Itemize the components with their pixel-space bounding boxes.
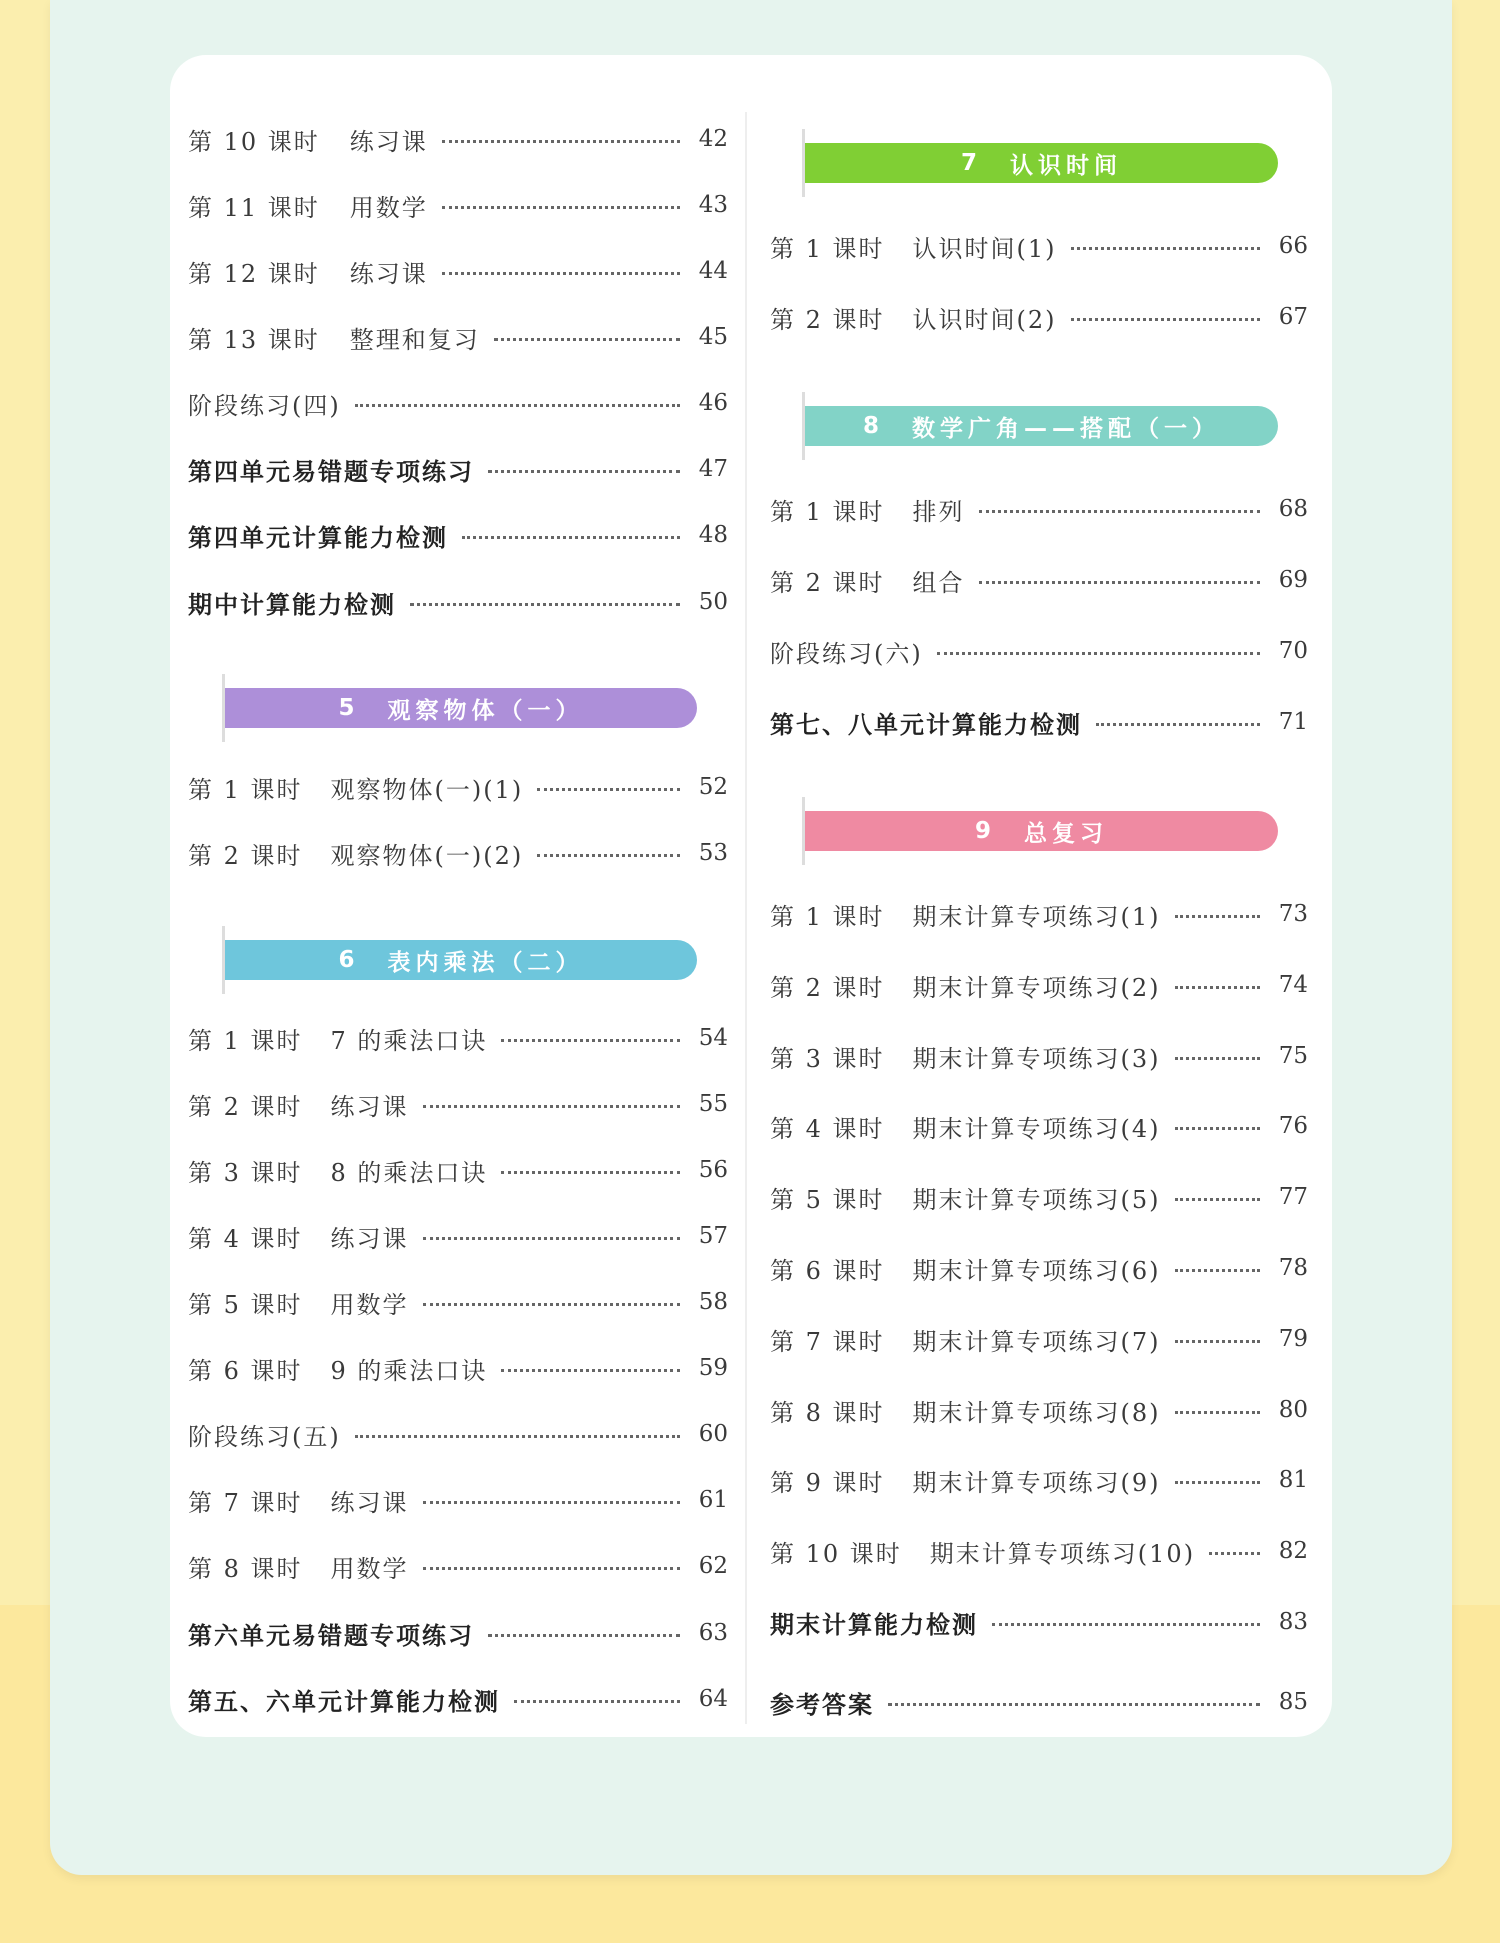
dot-leader [488,470,680,473]
toc-entry[interactable] [770,965,1308,1005]
toc-entry-title: 期末计算专项练习(3) [912,1044,1161,1073]
toc-entry-title: 期末计算专项练习(5) [912,1185,1161,1214]
toc-entry-title: 期末计算专项练习(9) [912,1468,1161,1497]
unit-number: 5 [338,695,360,721]
toc-entry-page: 54 [698,1025,728,1051]
toc-entry-label: 第 8 课时 [188,1554,303,1583]
toc-entry-label: 第 12 课时 [188,259,320,288]
toc-entry-page: 81 [1278,1467,1308,1493]
toc-entry[interactable] [770,560,1308,600]
dot-leader [423,1237,680,1240]
dot-leader [355,1435,680,1438]
toc-entry[interactable] [770,1319,1308,1359]
toc-entry[interactable] [770,1248,1308,1288]
unit-number: 8 [862,413,884,439]
dot-leader [1071,247,1260,250]
dot-leader [1175,1481,1260,1484]
toc-entry[interactable] [770,1682,1308,1722]
toc-entry[interactable] [188,1546,728,1586]
unit-number: 9 [974,818,996,844]
toc-entry-label: 第 6 课时 [770,1256,885,1285]
toc-entry-label: 第 2 课时 [770,305,885,334]
toc-entry-title: 用数学 [330,1290,409,1319]
toc-entry[interactable] [188,582,728,622]
toc-entry[interactable] [188,119,728,159]
toc-entry-page: 85 [1278,1689,1308,1715]
toc-entry-page: 44 [698,258,728,284]
unit-title: 表内乘法（二） [387,949,584,976]
toc-entry-label: 第 10 课时 [770,1539,902,1568]
toc-entry-title: 观察物体(一)(2) [330,841,524,870]
toc-entry-page: 61 [698,1487,728,1513]
toc-entry-label: 期中计算能力检测 [188,590,396,619]
unit-number: 6 [338,947,360,973]
toc-entry-label: 第 4 课时 [188,1224,303,1253]
toc-entry[interactable] [188,1084,728,1124]
toc-entry[interactable] [188,449,728,489]
unit-5-header [225,688,697,728]
toc-entry-label: 第 2 课时 [188,1092,303,1121]
toc-entry-label: 第 1 课时 [770,902,885,931]
dot-leader [488,1634,680,1637]
toc-entry[interactable] [188,1216,728,1256]
dot-leader [423,1105,680,1108]
toc-entry-label: 第 4 课时 [770,1114,885,1143]
dot-leader [423,1567,680,1570]
toc-entry-page: 73 [1278,901,1308,927]
toc-entry-label: 第 9 课时 [770,1468,885,1497]
toc-entry-title: 期末计算专项练习(6) [912,1256,1161,1285]
toc-entry-page: 47 [698,456,728,482]
toc-entry-page: 68 [1278,496,1308,522]
toc-entry-label: 第 1 课时 [188,775,303,804]
toc-entry[interactable] [188,515,728,555]
unit-title: 观察物体（一） [387,697,584,724]
toc-entry[interactable] [770,631,1308,671]
toc-entry-title: 练习课 [349,127,428,156]
dot-leader [494,338,680,341]
dot-leader [1175,1127,1260,1130]
toc-entry-page: 52 [698,774,728,800]
toc-entry-label: 第 1 课时 [188,1026,303,1055]
toc-entry-label: 第 7 课时 [188,1488,303,1517]
toc-entry-label: 第 2 课时 [188,841,303,870]
toc-entry[interactable] [188,1150,728,1190]
header-tick [802,129,805,197]
dot-leader [937,652,1260,655]
unit-9-header [805,811,1278,851]
toc-entry-label: 第 3 课时 [770,1044,885,1073]
dot-leader [537,788,680,791]
left-column [188,118,728,1718]
toc-entry-title: 练习课 [330,1488,409,1517]
dot-leader [514,1700,680,1703]
dot-leader [501,1369,680,1372]
toc-entry-title: 期末计算专项练习(10) [929,1539,1196,1568]
dot-leader [355,404,680,407]
toc-entry-page: 50 [698,589,728,615]
toc-entry[interactable] [188,833,728,873]
dot-leader [442,206,680,209]
dot-leader [1175,986,1260,989]
toc-entry-label: 第 5 课时 [770,1185,885,1214]
toc-entry-label: 第五、六单元计算能力检测 [188,1687,500,1716]
dot-leader [1175,1340,1260,1343]
toc-entry[interactable] [188,1282,728,1322]
toc-entry[interactable] [188,1613,728,1653]
toc-entry[interactable] [188,251,728,291]
toc-entry-label: 第 8 课时 [770,1398,885,1427]
toc-entry-page: 78 [1278,1255,1308,1281]
toc-entry[interactable] [770,1106,1308,1146]
toc-entry-label: 期末计算能力检测 [770,1610,978,1639]
toc-entry-page: 46 [698,390,728,416]
toc-entry-title: 排列 [912,497,965,526]
dot-leader [1096,723,1260,726]
toc-entry-page: 60 [698,1421,728,1447]
toc-entry-title: 8 的乘法口诀 [330,1158,488,1187]
toc-entry[interactable] [188,317,728,357]
toc-entry[interactable] [188,1018,728,1058]
toc-entry-page: 82 [1278,1538,1308,1564]
toc-entry[interactable] [770,297,1308,337]
toc-entry-page: 83 [1278,1609,1308,1635]
dot-leader [1175,1057,1260,1060]
toc-entry-title: 认识时间(2) [912,305,1057,334]
toc-entry[interactable] [188,1414,728,1454]
right-column [770,118,1308,1718]
toc-entry-label: 第七、八单元计算能力检测 [770,710,1082,739]
toc-entry-title: 期末计算专项练习(8) [912,1398,1161,1427]
toc-entry[interactable] [770,1602,1308,1642]
dot-leader [442,272,680,275]
toc-entry[interactable] [770,1036,1308,1076]
dot-leader [1071,318,1260,321]
toc-entry-label: 第四单元计算能力检测 [188,523,448,552]
toc-entry-label: 第 3 课时 [188,1158,303,1187]
header-tick [222,674,225,742]
dot-leader [410,603,680,606]
toc-entry-page: 76 [1278,1113,1308,1139]
toc-entry-page: 74 [1278,972,1308,998]
dot-leader [1175,1411,1260,1414]
toc-entry-page: 71 [1278,709,1308,735]
toc-entry-label: 阶段练习(五) [188,1422,341,1451]
toc-entry-page: 75 [1278,1043,1308,1069]
toc-entry-title: 用数学 [349,193,428,222]
toc-entry-page: 48 [698,522,728,548]
dot-leader [888,1703,1260,1706]
toc-entry-label: 第 5 课时 [188,1290,303,1319]
toc-entry-page: 63 [698,1620,728,1646]
toc-entry-page: 58 [698,1289,728,1315]
dot-leader [423,1501,680,1504]
dot-leader [501,1039,680,1042]
toc-entry-page: 66 [1278,233,1308,259]
toc-entry[interactable] [770,702,1308,742]
toc-entry-page: 43 [698,192,728,218]
toc-entry-page: 59 [698,1355,728,1381]
toc-entry-title: 练习课 [349,259,428,288]
unit-number: 7 [960,150,982,176]
toc-entry-page: 70 [1278,638,1308,664]
header-tick [802,392,805,460]
dot-leader [979,510,1260,513]
toc-entry-page: 64 [698,1686,728,1712]
dot-leader [979,581,1260,584]
toc-entry[interactable] [770,226,1308,266]
toc-entry-title: 练习课 [330,1092,409,1121]
toc-entry[interactable] [188,767,728,807]
toc-entry-title: 期末计算专项练习(4) [912,1114,1161,1143]
toc-entry-title: 组合 [912,568,965,597]
toc-entry-title: 期末计算专项练习(2) [912,973,1161,1002]
toc-entry[interactable] [770,1390,1308,1430]
toc-entry[interactable] [770,894,1308,934]
header-tick [222,926,225,994]
dot-leader [501,1171,680,1174]
toc-entry-label: 第 6 课时 [188,1356,303,1385]
dot-leader [537,854,680,857]
toc-entry-label: 第 2 课时 [770,973,885,1002]
toc-entry[interactable] [770,1177,1308,1217]
toc-entry-page: 56 [698,1157,728,1183]
toc-entry-page: 77 [1278,1184,1308,1210]
unit-title: 认识时间 [1010,152,1122,179]
unit-title: 总复习 [1024,820,1108,847]
toc-entry-label: 第 1 课时 [770,234,885,263]
unit-6-header [225,940,697,980]
toc-entry-title: 练习课 [330,1224,409,1253]
toc-entry-page: 55 [698,1091,728,1117]
toc-entry-title: 9 的乘法口诀 [330,1356,488,1385]
toc-entry-label: 第 13 课时 [188,325,320,354]
toc-entry[interactable] [770,1460,1308,1500]
toc-entry[interactable] [770,489,1308,529]
toc-entry[interactable] [188,185,728,225]
toc-entry-label: 第 2 课时 [770,568,885,597]
toc-entry-page: 80 [1278,1397,1308,1423]
dot-leader [462,536,680,539]
header-tick [802,797,805,865]
dot-leader [442,140,680,143]
toc-entry-title: 整理和复习 [349,325,480,354]
toc-entry-page: 57 [698,1223,728,1249]
toc-entry-page: 79 [1278,1326,1308,1352]
toc-entry-label: 第四单元易错题专项练习 [188,457,474,486]
toc-entry-title: 观察物体(一)(1) [330,775,524,804]
dot-leader [1209,1552,1260,1555]
toc-entry-title: 期末计算专项练习(7) [912,1327,1161,1356]
toc-entry-page: 45 [698,324,728,350]
column-divider [745,112,747,1724]
toc-entry-label: 第 10 课时 [188,127,320,156]
dot-leader [992,1623,1260,1626]
toc-entry-label: 参考答案 [770,1690,874,1719]
toc-entry-label: 阶段练习(四) [188,391,341,420]
toc-entry[interactable] [188,1679,728,1719]
toc-entry-label: 第 1 课时 [770,497,885,526]
toc-entry[interactable] [188,1480,728,1520]
toc-entry-page: 67 [1278,304,1308,330]
toc-entry-title: 认识时间(1) [912,234,1057,263]
toc-entry-label: 第 7 课时 [770,1327,885,1356]
toc-entry-page: 69 [1278,567,1308,593]
dot-leader [1175,915,1260,918]
unit-8-header [805,406,1278,446]
toc-entry-label: 第六单元易错题专项练习 [188,1621,474,1650]
toc-entry-title: 期末计算专项练习(1) [912,902,1161,931]
dot-leader [1175,1198,1260,1201]
unit-7-header [805,143,1278,183]
toc-entry-page: 53 [698,840,728,866]
toc-entry-label: 第 11 课时 [188,193,320,222]
toc-entry-title: 7 的乘法口诀 [330,1026,488,1055]
toc-entry[interactable] [188,1348,728,1388]
toc-entry-page: 62 [698,1553,728,1579]
dot-leader [423,1303,680,1306]
toc-entry[interactable] [188,383,728,423]
dot-leader [1175,1269,1260,1272]
toc-entry-label: 阶段练习(六) [770,639,923,668]
toc-entry[interactable] [770,1531,1308,1571]
unit-title: 数学广角——搭配（一） [912,415,1220,442]
toc-entry-page: 42 [698,126,728,152]
toc-entry-title: 用数学 [330,1554,409,1583]
